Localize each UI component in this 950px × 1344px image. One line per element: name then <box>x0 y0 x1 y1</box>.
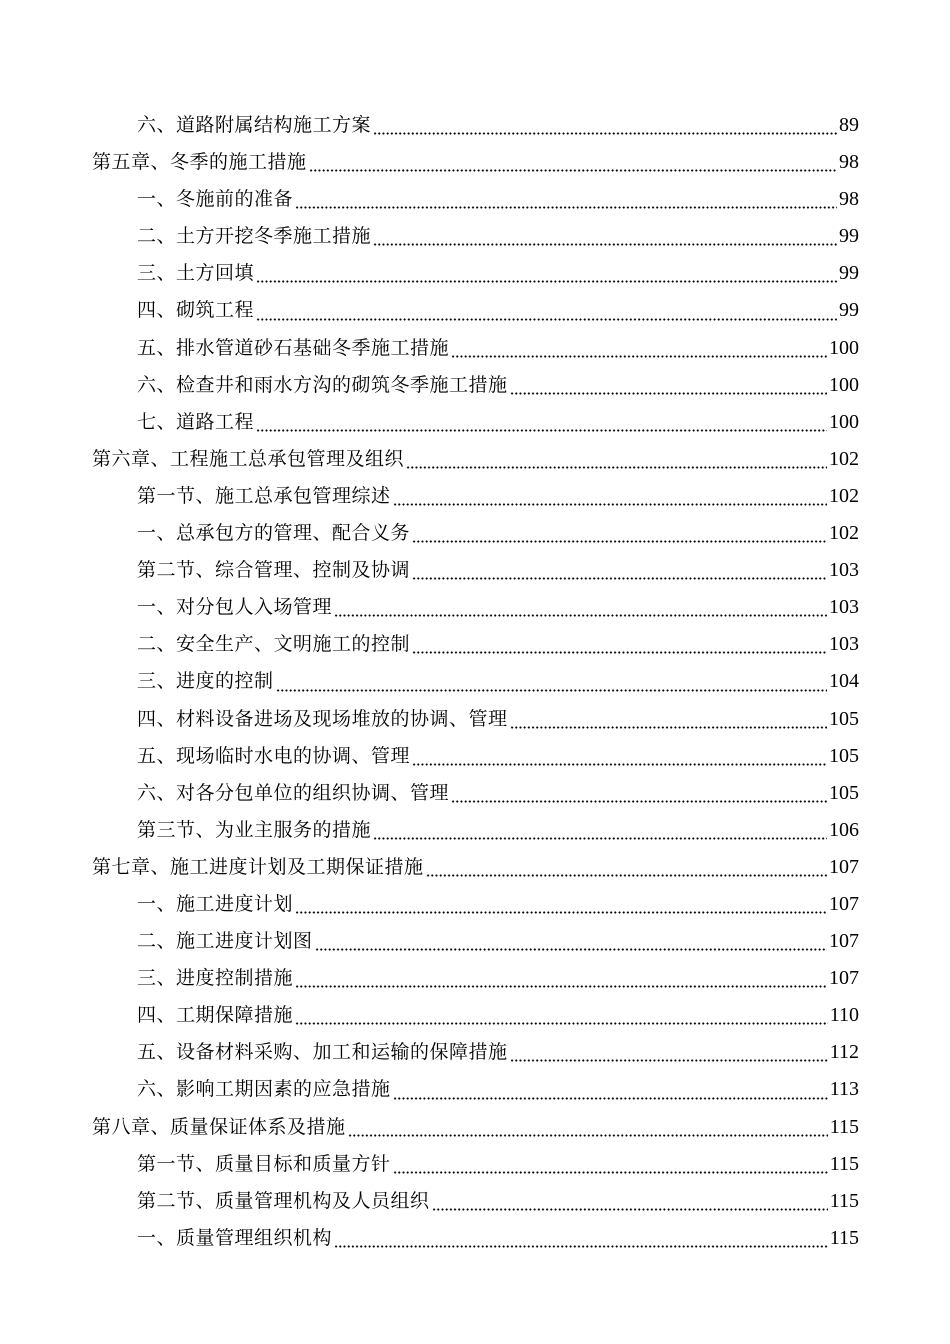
toc-section-entry[interactable] <box>0 663 950 700</box>
toc-page-number: 107 <box>829 855 859 878</box>
toc-dot-leader <box>309 162 837 172</box>
toc-dot-leader <box>432 1201 828 1211</box>
toc-page-number: 100 <box>829 410 859 433</box>
toc-entry-title: 一、冬施前的准备 <box>137 188 294 211</box>
toc-page-number: 107 <box>829 967 859 990</box>
toc-section-entry[interactable] <box>0 589 950 626</box>
toc-section-entry[interactable] <box>0 515 950 552</box>
toc-page-number: 105 <box>829 744 859 767</box>
toc-section-entry[interactable] <box>0 367 950 404</box>
toc-page-number: 103 <box>829 559 859 582</box>
toc-entry-title: 五、现场临时水电的协调、管理 <box>137 744 411 767</box>
toc-entry-title: 六、影响工期因素的应急措施 <box>137 1078 391 1101</box>
toc-section-entry[interactable] <box>0 1146 950 1183</box>
toc-dot-leader <box>393 496 827 506</box>
toc-dot-leader <box>406 459 827 469</box>
toc-entry-title: 第六章、工程施工总承包管理及组织 <box>92 447 405 470</box>
toc-entry-title: 第二节、质量管理机构及人员组织 <box>137 1189 430 1212</box>
toc-dot-leader <box>412 570 827 580</box>
toc-page-number: 102 <box>829 484 859 507</box>
toc-page-number: 105 <box>829 707 859 730</box>
toc-dot-leader <box>510 385 827 395</box>
toc-section-entry[interactable] <box>0 1034 950 1071</box>
toc-section-entry[interactable] <box>0 738 950 775</box>
toc-section-entry[interactable] <box>0 1183 950 1220</box>
toc-section-entry[interactable] <box>0 552 950 589</box>
toc-dot-leader <box>451 793 827 803</box>
toc-section-entry[interactable] <box>0 478 950 515</box>
toc-dot-leader <box>426 867 827 877</box>
toc-section-entry[interactable] <box>0 330 950 367</box>
toc-page-number: 99 <box>839 225 859 248</box>
toc-page-number: 106 <box>829 818 859 841</box>
toc-dot-leader <box>393 1164 828 1174</box>
toc-dot-leader <box>334 607 827 617</box>
toc-entry-title: 第五章、冬季的施工措施 <box>92 151 307 174</box>
toc-entry-title: 第一节、质量目标和质量方针 <box>137 1152 391 1175</box>
toc-page-number: 115 <box>829 1152 859 1175</box>
toc-section-entry[interactable] <box>0 812 950 849</box>
toc-section-entry[interactable] <box>0 404 950 441</box>
toc-page-number: 98 <box>839 151 859 174</box>
toc-entry-title: 一、施工进度计划 <box>137 892 294 915</box>
toc-page-number: 104 <box>829 670 859 693</box>
toc-dot-leader <box>412 644 827 654</box>
toc-page-number: 100 <box>829 373 859 396</box>
toc-dot-leader <box>373 236 837 246</box>
toc-entry-title: 第三节、为业主服务的措施 <box>137 818 372 841</box>
toc-page-number: 107 <box>829 892 859 915</box>
toc-page-number: 102 <box>829 447 859 470</box>
toc-section-entry[interactable] <box>0 255 950 292</box>
table-of-contents <box>0 107 950 1257</box>
toc-dot-leader <box>334 1238 828 1248</box>
toc-chapter-entry[interactable] <box>0 849 950 886</box>
toc-section-entry[interactable] <box>0 626 950 663</box>
toc-chapter-entry[interactable] <box>0 1109 950 1146</box>
toc-page-number: 115 <box>829 1189 859 1212</box>
toc-entry-title: 五、排水管道砂石基础冬季施工措施 <box>137 336 450 359</box>
toc-section-entry[interactable] <box>0 292 950 329</box>
toc-section-entry[interactable] <box>0 218 950 255</box>
toc-entry-title: 四、材料设备进场及现场堆放的协调、管理 <box>137 707 508 730</box>
toc-dot-leader <box>256 422 827 432</box>
toc-section-entry[interactable] <box>0 923 950 960</box>
toc-section-entry[interactable] <box>0 960 950 997</box>
toc-dot-leader <box>412 533 827 543</box>
toc-entry-title: 第一节、施工总承包管理综述 <box>137 484 391 507</box>
toc-page-number: 107 <box>829 930 859 953</box>
toc-entry-title: 第八章、质量保证体系及措施 <box>92 1115 346 1138</box>
toc-dot-leader <box>348 1127 828 1137</box>
toc-section-entry[interactable] <box>0 997 950 1034</box>
toc-dot-leader <box>295 199 837 209</box>
toc-section-entry[interactable] <box>0 1220 950 1257</box>
toc-section-entry[interactable] <box>0 701 950 738</box>
toc-section-entry[interactable] <box>0 775 950 812</box>
toc-entry-title: 六、检查井和雨水方沟的砌筑冬季施工措施 <box>137 373 508 396</box>
toc-section-entry[interactable] <box>0 886 950 923</box>
toc-entry-title: 七、道路工程 <box>137 410 255 433</box>
toc-dot-leader <box>256 273 837 283</box>
toc-dot-leader <box>451 348 827 358</box>
toc-dot-leader <box>295 978 827 988</box>
toc-entry-title: 六、道路附属结构施工方案 <box>137 114 372 136</box>
toc-page-number: 112 <box>829 1041 859 1064</box>
toc-chapter-entry[interactable] <box>0 441 950 478</box>
toc-page-number: 89 <box>839 114 859 136</box>
toc-section-entry[interactable] <box>0 181 950 218</box>
toc-page-number: 115 <box>829 1226 859 1249</box>
toc-chapter-entry[interactable] <box>0 144 950 181</box>
toc-dot-leader <box>393 1090 828 1100</box>
toc-entry-title: 三、土方回填 <box>137 262 255 285</box>
toc-page-number: 115 <box>829 1115 859 1138</box>
toc-dot-leader <box>412 756 827 766</box>
toc-dot-leader <box>295 1015 828 1025</box>
toc-page-number: 100 <box>829 336 859 359</box>
toc-page-number: 110 <box>829 1004 859 1027</box>
toc-entry-title: 四、工期保障措施 <box>137 1004 294 1027</box>
toc-entry-title: 五、设备材料采购、加工和运输的保障措施 <box>137 1041 508 1064</box>
toc-entry-title: 第二节、综合管理、控制及协调 <box>137 559 411 582</box>
toc-entry-title: 第七章、施工进度计划及工期保证措施 <box>92 855 424 878</box>
toc-entry-title: 一、对分包人入场管理 <box>137 596 333 619</box>
toc-dot-leader <box>510 719 827 729</box>
toc-page-number: 103 <box>829 596 859 619</box>
toc-section-entry[interactable] <box>0 107 950 144</box>
toc-page-number: 103 <box>829 633 859 656</box>
toc-page-number: 99 <box>839 299 859 322</box>
toc-dot-leader <box>373 830 827 840</box>
toc-dot-leader <box>295 904 827 914</box>
toc-dot-leader <box>276 682 827 692</box>
toc-dot-leader <box>256 311 837 321</box>
toc-page-number: 105 <box>829 781 859 804</box>
toc-dot-leader <box>510 1052 828 1062</box>
toc-page-number: 99 <box>839 262 859 285</box>
toc-entry-title: 一、质量管理组织机构 <box>137 1226 333 1249</box>
toc-entry-title: 四、砌筑工程 <box>137 299 255 322</box>
toc-entry-title: 六、对各分包单位的组织协调、管理 <box>137 781 450 804</box>
toc-entry-title: 二、土方开挖冬季施工措施 <box>137 225 372 248</box>
toc-page-number: 98 <box>839 188 859 211</box>
toc-page-number: 113 <box>829 1078 859 1101</box>
toc-entry-title: 一、总承包方的管理、配合义务 <box>137 522 411 545</box>
toc-dot-leader <box>373 125 837 135</box>
toc-entry-title: 二、施工进度计划图 <box>137 930 313 953</box>
toc-entry-title: 三、进度控制措施 <box>137 967 294 990</box>
toc-entry-title: 三、进度的控制 <box>137 670 274 693</box>
toc-entry-title: 二、安全生产、文明施工的控制 <box>137 633 411 656</box>
toc-page-number: 102 <box>829 522 859 545</box>
toc-dot-leader <box>315 941 827 951</box>
toc-section-entry[interactable] <box>0 1071 950 1108</box>
